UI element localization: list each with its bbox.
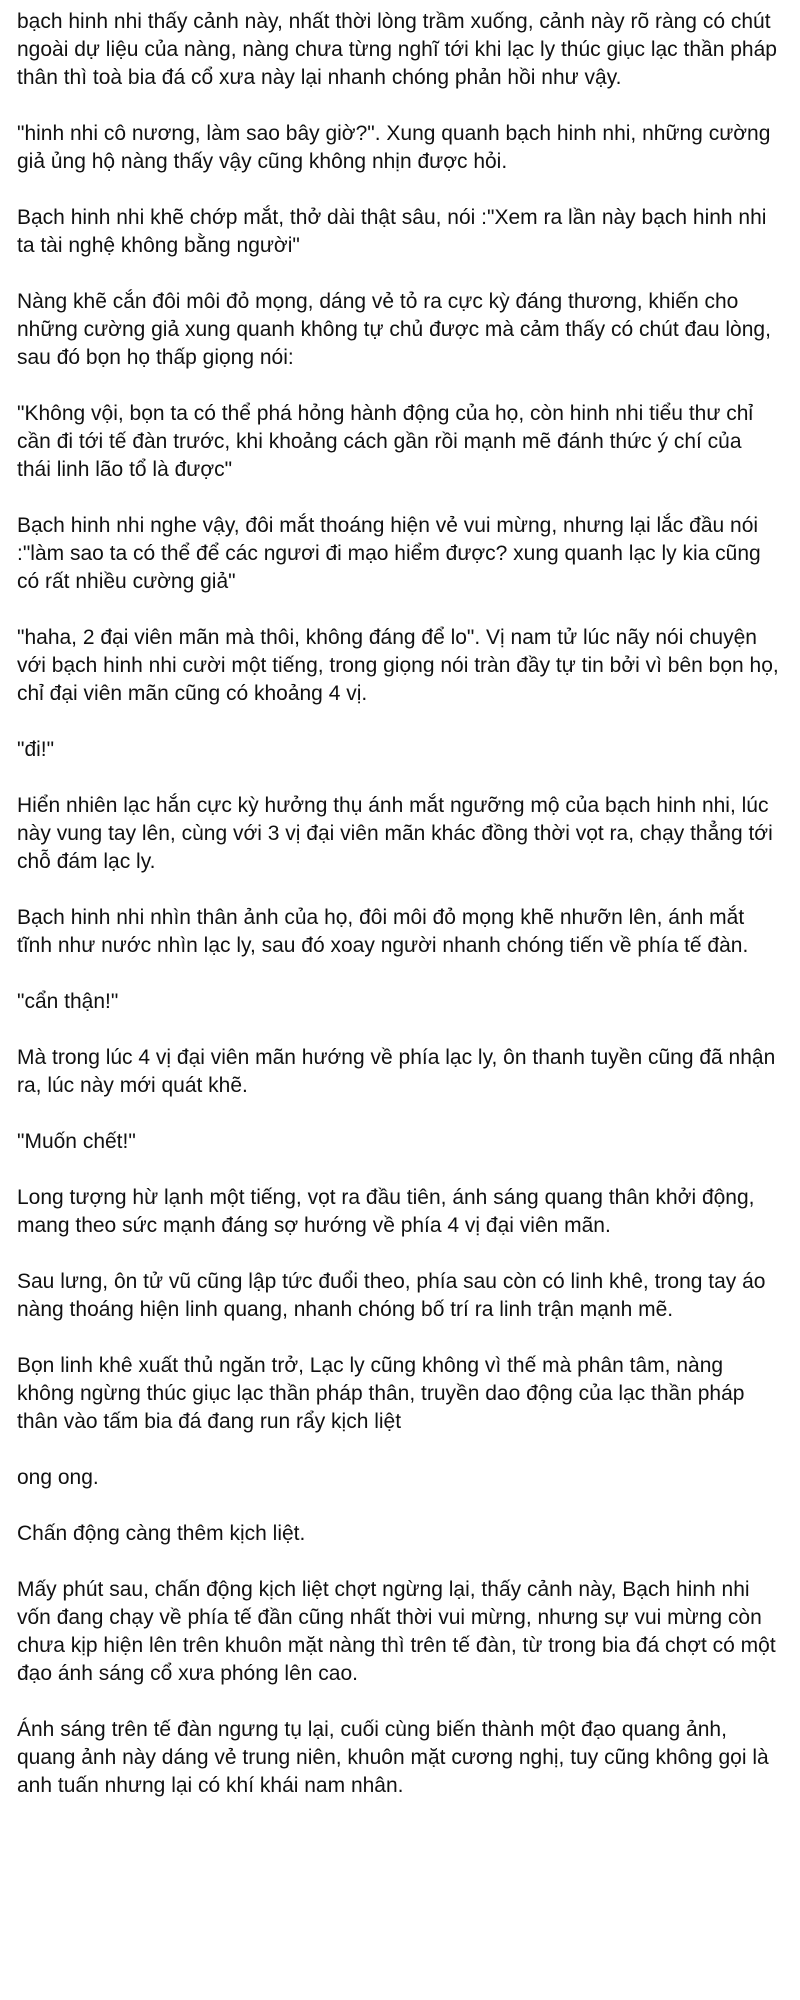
paragraph: Bạch hinh nhi nghe vậy, đôi mắt thoáng hiện vẻ vui mừng, nhưng lại lắc đầu nói :"làm sao ta có thể để các ngươi đi mạo hiểm được? xung quanh lạc ly kia cũng có rất nhiều cường giả" xyxy=(17,514,761,593)
paragraph: "Không vội, bọn ta có thể phá hỏng hành động của họ, còn hinh nhi tiểu thư chỉ cần đi tới tế đàn trước, khi khoảng cách gần rồi mạnh mẽ đánh thức ý chí của thái linh lão tổ là được" xyxy=(17,402,754,481)
paragraph: "haha, 2 đại viên mãn mà thôi, không đáng để lo". Vị nam tử lúc nãy nói chuyện với bạch hinh nhi cười một tiếng, trong giọng nói tràn đầy tự tin bởi vì bên bọn họ, chỉ đại viên mãn cũng có khoảng 4 vị. xyxy=(17,626,779,705)
paragraph: Mà trong lúc 4 vị đại viên mãn hướng về phía lạc ly, ôn thanh tuyền cũng đã nhận ra, lúc này mới quát khẽ. xyxy=(17,1046,776,1097)
paragraph: Bọn linh khê xuất thủ ngăn trở, Lạc ly cũng không vì thế mà phân tâm, nàng không ngừng thúc giục lạc thần pháp thân, truyền dao động của lạc thần pháp thân vào tấm bia đá đang run rẩy kịch liệt xyxy=(17,1354,745,1433)
paragraph: "đi!" xyxy=(17,738,55,761)
paragraph: Sau lưng, ôn tử vũ cũng lập tức đuổi theo, phía sau còn có linh khê, trong tay áo nàng thoáng hiện linh quang, nhanh chóng bố trí ra linh trận mạnh mẽ. xyxy=(17,1270,766,1321)
paragraph: bạch hinh nhi thấy cảnh này, nhất thời lòng trầm xuống, cảnh này rõ ràng có chút ngoài dự liệu của nàng, nàng chưa từng nghĩ tới khi lạc ly thúc giục lạc thần pháp thân thì toà bia đá cổ xưa này lại nhanh chóng phản hồi như vậy. xyxy=(17,10,777,89)
paragraph: ong ong. xyxy=(17,1466,99,1489)
paragraph: Hiển nhiên lạc hắn cực kỳ hưởng thụ ánh mắt ngưỡng mộ của bạch hinh nhi, lúc này vung tay lên, cùng với 3 vị đại viên mãn khác đồng thời vọt ra, chạy thẳng tới chỗ đám lạc ly. xyxy=(17,794,773,873)
paragraph: "Muốn chết!" xyxy=(17,1130,136,1153)
paragraph: Chấn động càng thêm kịch liệt. xyxy=(17,1522,306,1545)
paragraph: Long tượng hừ lạnh một tiếng, vọt ra đầu tiên, ánh sáng quang thân khởi động, mang theo sức mạnh đáng sợ hướng về phía 4 vị đại viên mãn. xyxy=(17,1186,755,1237)
paragraph: "cẩn thận!" xyxy=(17,990,119,1013)
paragraph: "hinh nhi cô nương, làm sao bây giờ?". Xung quanh bạch hinh nhi, những cường giả ủng hộ nàng thấy vậy cũng không nhịn được hỏi. xyxy=(17,122,771,173)
paragraph: Bạch hinh nhi khẽ chớp mắt, thở dài thật sâu, nói :"Xem ra lần này bạch hinh nhi ta tài nghệ không bằng người" xyxy=(17,206,767,257)
paragraph: Nàng khẽ cắn đôi môi đỏ mọng, dáng vẻ tỏ ra cực kỳ đáng thương, khiến cho những cường giả xung quanh không tự chủ được mà cảm thấy có chút đau lòng, sau đó bọn họ thấp giọng nói: xyxy=(17,290,771,369)
paragraph: Mấy phút sau, chấn động kịch liệt chợt ngừng lại, thấy cảnh này, Bạch hinh nhi vốn đang chạy về phía tế đần cũng nhất thời vui mừng, nhưng sự vui mừng còn chưa kịp hiện lên trên khuôn mặt nàng thì trên tế đàn, từ trong bia đá chợt có một đạo ánh sáng cổ xưa phóng lên cao. xyxy=(17,1578,776,1685)
paragraph: Bạch hinh nhi nhìn thân ảnh của họ, đôi môi đỏ mọng khẽ nhưỡn lên, ánh mắt tĩnh như nước nhìn lạc ly, sau đó xoay người nhanh chóng tiến về phía tế đàn. xyxy=(17,906,749,957)
paragraph: Ánh sáng trên tế đàn ngưng tụ lại, cuối cùng biến thành một đạo quang ảnh, quang ảnh này dáng vẻ trung niên, khuôn mặt cương nghị, tuy cũng không gọi là anh tuấn nhưng lại có khí khái nam nhân. xyxy=(17,1718,769,1797)
